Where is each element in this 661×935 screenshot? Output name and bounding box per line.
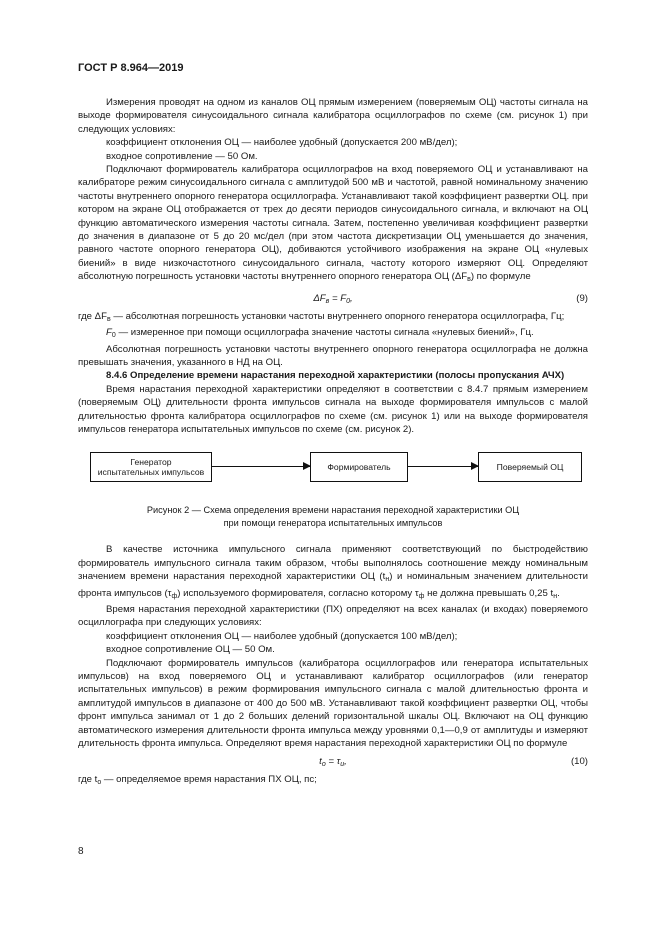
formula-9 [78,289,588,308]
formula-10 [78,752,588,771]
paragraph: В качестве источника импульсного сигнала применяют соответствующий по быстродействию формирователь импульсного сигнала таким образом, чтобы выполнялось соотношение между номинальным значением времени нарастания переходной характеристики ОЦ $(t_н)$ и номинальным значением длительности фронта импульсов $(\tau_ф)$ используемого формирователя, согласно которому $\tau_ф$ не должна превышать 0,25 $t_н$. [78,544,588,600]
list-item: входное сопротивление ОЦ — 50 Ом. [106,644,275,656]
paragraph: Подключают формирователь калибратора осциллографов на вход поверяемого ОЦ и устанавливают на калибраторе режим синусоидального сигнала с амплитудой 500 мВ и частотой, равной номинальному значению частоты внутреннего опорного генератора осциллографа. Устанавливают такой коэффициент развертки ОЦ. при котором на экране ОЦ отображается от трех до десяти периодов синусоидального сигнала, и включают на ОЦ функцию автоматического измерения частоты сигнала. Затем, постепенно увеличивая коэффициент развертки до значения в диапазоне от 5 до 20 мс/дел (при этом частота дискретизации ОЦ уменьшается до значения, равного частоте опорного генератора ОЦ), добиваются устойчивого изображения на экране ОЦ «нулевых биений» в виде низкочастотного синусоидального сигнала, частоту которого измеряют ОЦ. Определяют абсолютную погрешность установки частоты внутреннего опорного генератора ОЦ $(\Delta F_в)$ по формуле [78,164,588,284]
formula-text: $t_о = \tau_и$, [319,756,347,769]
document-body [78,96,588,790]
paragraph: Время нарастания переходной характеристики определяют в соответствии с 8.4.7 прямым измерением (поверяемым ОЦ) длительности фронта импульсов сигнала на выходе формирователя импульсов с малой длительностью фронта калибратора осциллографов по схеме (см. рисунок 1) или на выходе формирователя импульсов генератора испытательных импульсов по схеме (см. рисунок 2). [78,383,588,435]
paragraph: Абсолютная погрешность установки частоты внутреннего опорного генератора осциллографа не должна превышать значения, указанного в НД на ОЦ. [78,343,588,368]
generator-box: Генератор испытательных импульсов [90,452,212,482]
arrow-2 [408,466,478,467]
formula-text: $\Delta F_в = F_0$, [313,292,353,305]
paragraph: Время нарастания переходной характеристики (ПХ) определяют на всех каналах (и входах) поверяемого осциллографа при следующих условиях: [78,603,588,629]
shaper-box: Формирователь [310,452,408,482]
formula-number: (9) [576,292,588,304]
arrow-1 [212,466,310,467]
where-item: $F_0$ — измеренное при помощи осциллографа значение частоты сигнала «нулевых биений», Гц. [106,327,534,340]
list-item: коэффициент отклонения ОЦ — наиболее удобный (допускается 200 мВ/дел); [106,137,458,149]
list-item: коэффициент отклонения ОЦ — наиболее удобный (допускается 100 мВ/дел); [106,630,458,642]
list-item: входное сопротивление — 50 Ом. [106,150,258,162]
page-header: ГОСТ Р 8.964—2019 [78,62,184,74]
paragraph: Измерения проводят на одном из каналов ОЦ прямым измерением (поверяемым ОЦ) частоты сигнала на выходе формирователя синусоидального сигнала калибратора осциллографов по схеме (см. рисунок 1) при следующих условиях: [78,97,588,135]
formula-number: (10) [570,756,588,768]
section-heading: 8.4.6 Определение времени нарастания переходной характеристики (полосы пропускания АЧХ) [106,370,565,382]
where-item: где $\Delta F_в$ — абсолютная погрешность установки частоты внутреннего опорного генератора осциллографа, Гц; [78,310,565,323]
figure-2-diagram [78,444,588,500]
scope-box: Поверяемый ОЦ [478,452,582,482]
figure-caption: Рисунок 2 — Схема определения времени нарастания переходной характеристики ОЦ при помощи генератора испытательных импульсов [146,505,520,528]
page-number: 8 [78,846,84,857]
paragraph: Подключают формирователь импульсов (калибратора осциллографов или генератора испытательных импульсов) на вход поверяемого ОЦ и устанавливают калибратор осциллографов (или генератор испытательных импульсов) в режим формирования импульсного сигнала с малой длительностью фронта и амплитудой импульсов в диапазоне от 400 до 500 мВ. Устанавливают такой коэффициент развертки ОЦ, чтобы фронт импульса занимал от 1 до 2 больших делений горизонтальной шкалы ОЦ. Включают на ОЦ функцию автоматического измерения длительности фронта импульса между уровнями 0,1—0,9 от амплитуды и измеряют длительность фронта импульса. Определяют время нарастания переходной характеристики ОЦ по формуле [78,657,588,750]
where-item: где $t_о$ — определяемое время нарастания ПХ ОЦ, пс; [78,774,317,787]
